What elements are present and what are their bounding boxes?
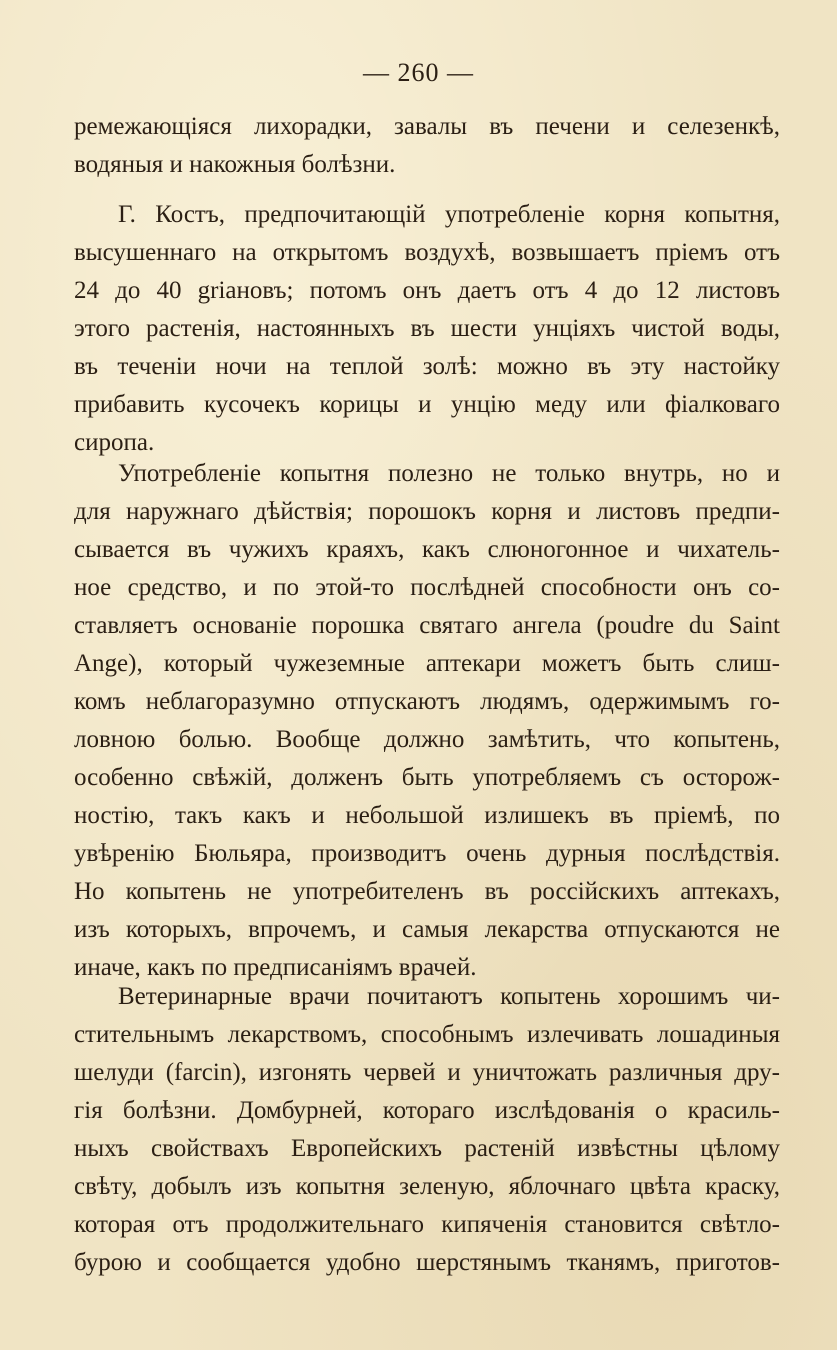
page-number: — 260 —: [363, 58, 474, 87]
text-line: Ange), который чужеземные аптекари можетъ быть слиш-: [74, 650, 780, 677]
text-line: высушеннаго на открытомъ воздухѣ, возвышаетъ пріемъ отъ: [74, 239, 780, 266]
text-line: ловною болью. Вообще должно замѣтить, что копытень,: [74, 726, 780, 753]
text-line: Употребленіе копытня полезно не только внутрь, но и: [118, 460, 780, 487]
text-line: которая отъ продолжительнаго кипяченія становится свѣтло-: [74, 1211, 780, 1238]
paragraph-external-use: [74, 455, 780, 987]
paragraph-continuation: [74, 108, 780, 184]
text-line: для наружнаго дѣйствія; порошокъ корня и листовъ предпи-: [74, 498, 780, 525]
text-line: 24 до 40 griановъ; потомъ онъ даетъ отъ 4 до 12 листовъ: [74, 277, 780, 304]
text-line: водяныя и накожныя болѣзни.: [74, 151, 396, 178]
text-line: бурою и сообщается удобно шерстянымъ тканямъ, приготов-: [74, 1249, 780, 1276]
text-line: стительнымъ лекарствомъ, способнымъ излечивать лошадиныя: [74, 1021, 780, 1048]
text-line: ное средство, и по этой-то послѣдней способности онъ со-: [74, 574, 780, 601]
text-line: изъ которыхъ, впрочемъ, и самыя лекарства отпускаются не: [74, 916, 780, 943]
text-line: свѣту, добылъ изъ копытня зеленую, яблочнаго цвѣта краску,: [74, 1173, 780, 1200]
paragraph-veterinary: [74, 978, 780, 1282]
text-line: Г. Костъ, предпочитающій употребленіе корня копытня,: [118, 201, 780, 228]
text-line: ностію, такъ какъ и небольшой излишекъ въ пріемѣ, по: [74, 802, 780, 829]
text-line: этого растенія, настоянныхъ въ шести унціяхъ чистой воды,: [74, 315, 780, 342]
text-line: Ветеринарные врачи почитаютъ копытень хорошимъ чи-: [118, 983, 780, 1010]
text-line: Но копытень не употребителенъ въ россійскихъ аптекахъ,: [74, 878, 780, 905]
text-line: увѣренію Бюльяра, производитъ очень дурныя послѣдствія.: [74, 840, 780, 867]
text-line: иначе, какъ по предписаніямъ врачей.: [74, 954, 477, 981]
text-line: сывается въ чужихъ краяхъ, какъ слюногонное и чихатель-: [74, 536, 780, 563]
text-line: шелуди (farcin), изгонять червей и уничтожать различныя дру-: [74, 1059, 780, 1086]
text-line: прибавить кусочекъ корицы и унцію меду или фіалковаго: [74, 391, 780, 418]
text-line: въ теченіи ночи на теплой золѣ: можно въ эту настойку: [74, 353, 780, 380]
text-line: сиропа.: [74, 429, 155, 456]
text-line: ныхъ свойствахъ Европейскихъ растеній извѣстны цѣлому: [74, 1135, 780, 1162]
text-line: комъ неблагоразумно отпускаютъ людямъ, одержимымъ го-: [74, 688, 780, 715]
text-line: ремежающіяся лихорадки, завалы въ печени и селезенкѣ,: [74, 113, 780, 140]
text-line: гія болѣзни. Домбурней, котораго изслѣдованія о красиль-: [74, 1097, 780, 1124]
paragraph-kost-dosage: [74, 196, 780, 462]
text-line: ставляетъ основаніе порошка святаго ангела (poudre du Saint: [74, 612, 780, 639]
text-line: особенно свѣжій, долженъ быть употребляемъ съ осторож-: [74, 764, 780, 791]
